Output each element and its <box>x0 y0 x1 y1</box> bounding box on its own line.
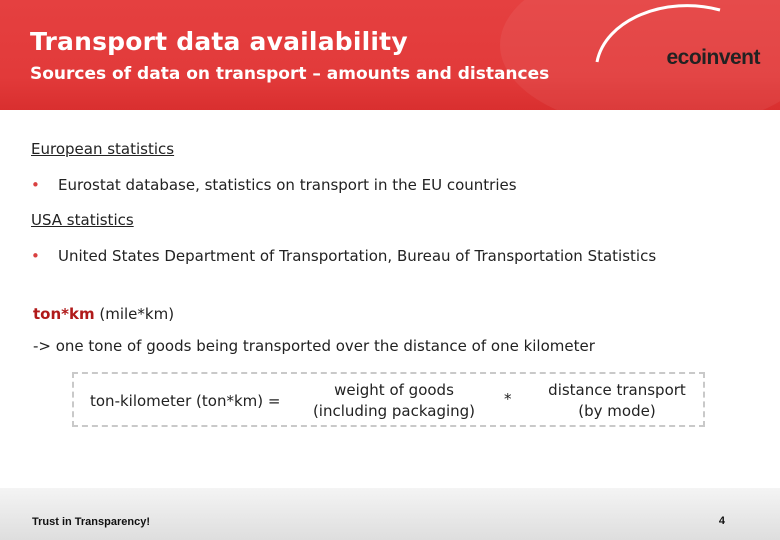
formula-weight-line2: (including packaging) <box>312 402 476 420</box>
unit-rest: (mile*km) <box>94 305 175 323</box>
formula-operator: * <box>504 390 512 408</box>
bullet-text: Eurostat database, statistics on transport in the EU countries <box>58 176 517 194</box>
formula-label: ton-kilometer (ton*km) = <box>90 392 281 410</box>
bullet-icon: • <box>31 247 40 265</box>
page-number: 4 <box>718 515 725 527</box>
slide-title: Transport data availability <box>30 27 408 56</box>
slide-subtitle: Sources of data on transport – amounts and distances <box>30 64 550 84</box>
heading-european-statistics: European statistics <box>31 140 175 158</box>
heading-usa-statistics: USA statistics <box>31 211 134 229</box>
footer-tagline: Trust in Transparency! <box>32 516 150 528</box>
formula-distance-line1: distance transport <box>548 381 686 399</box>
logo-text: ecoinvent <box>666 46 760 69</box>
footer-bar <box>0 488 780 540</box>
formula-weight <box>304 380 484 422</box>
definition-text: -> one tone of goods being transported over the distance of one kilometer <box>33 337 595 355</box>
unit-bold: ton*km <box>33 305 95 323</box>
header-banner <box>0 0 780 110</box>
bullet-icon: • <box>31 176 40 194</box>
formula-box <box>72 372 705 427</box>
formula-weight-line1: weight of goods <box>334 381 454 399</box>
formula-distance-line2: (by mode) <box>578 402 656 420</box>
formula-distance <box>532 380 702 422</box>
unit-line <box>33 305 174 323</box>
bullet-text: United States Department of Transportation, Bureau of Transportation Statistics <box>58 247 657 265</box>
ecoinvent-logo <box>585 0 760 110</box>
